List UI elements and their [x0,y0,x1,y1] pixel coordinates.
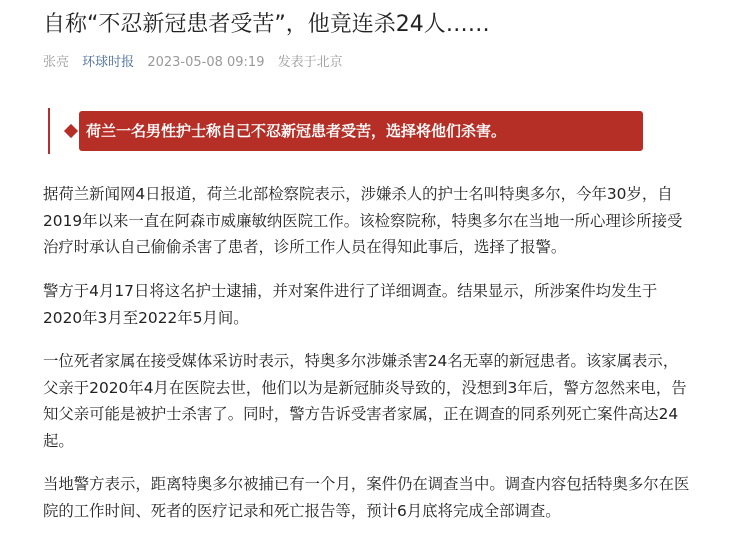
author-name[interactable]: 张亮 [43,55,70,70]
paragraph-4: 当地警方表示，距离特奥多尔被捕已有一个月，案件仍在调查当中。调查内容包括特奥多尔在医院的工作时间、死者的医疗记录和死亡报告等，预计6月底将完成全部调查。 [43,475,690,520]
highlight-text: 荷兰一名男性护士称自己不忍新冠患者受苦，选择将他们杀害。 [86,122,507,140]
article-title: 自称“不忍新冠患者受苦”，他竟连杀24人…… [43,12,490,37]
paragraph-1: 据荷兰新闻网4日报道，荷兰北部检察院表示，涉嫌杀人的护士名叫特奥多尔，今年30岁，自2019年以来一直在阿森市威廉敏纳医院工作。该检察院称，特奥多尔在当地一所心理诊所接受治疗时承认自己偷偷杀害了患者，诊所工作人员在得知此事后，选择了报警。 [43,185,683,256]
paragraph-2: 警方于4月17日将这名护士逮捕，并对案件进行了详细调查。结果显示，所涉案件均发生于2020年3月至2022年5月间。 [43,282,658,327]
highlight-pointer-icon [64,124,78,138]
paragraph-3: 一位死者家属在接受媒体采访时表示，特奥多尔涉嫌杀害24名无辜的新冠患者。该家属表示，父亲于2020年4月在医院去世，他们以为是新冠肺炎导致的，没想到3年后，警方忽然来电，告知父亲可能是被护士杀害了。同时，警方告诉受害者家属，正在调查的同系列死亡案件高达24起。 [43,352,687,450]
publish-time: 2023-05-08 09:19 [147,55,265,70]
article-meta [43,54,352,72]
publish-location: 发表于北京 [277,55,343,70]
highlight-accent-bar [48,108,50,154]
source-link[interactable]: 环球时报 [82,55,135,70]
